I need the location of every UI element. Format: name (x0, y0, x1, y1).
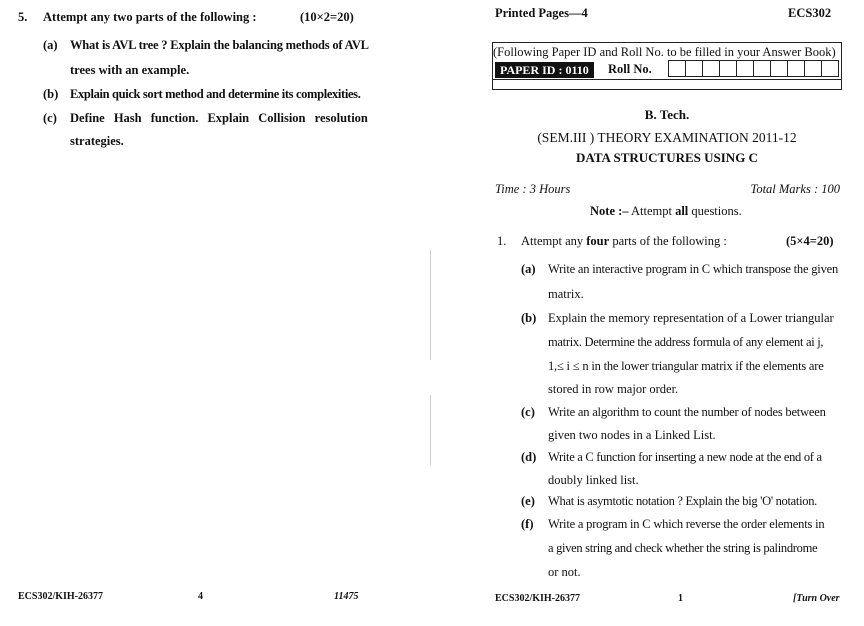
roll-no-label: Roll No. (608, 62, 652, 76)
part-label: (c) (43, 111, 57, 125)
part-line: given two nodes in a Linked List. (548, 428, 716, 442)
part-line: Write a program in C which reverse the order elements in (548, 517, 825, 531)
part-line: Explain the memory representation of a Lower triangular (548, 311, 834, 325)
question-text: Attempt any two parts of the following : (43, 10, 257, 24)
question-text: Attempt any four parts of the following : (521, 234, 727, 248)
paper-code: ECS302 (788, 6, 832, 20)
part-label: (e) (521, 494, 535, 508)
part-line: 1,≤ i ≤ n in the lower triangular matrix if the elements are (548, 359, 824, 373)
roll-no-cell (736, 60, 754, 77)
part-line: matrix. (548, 287, 584, 301)
total-marks: Total Marks : 100 (750, 182, 840, 196)
roll-no-cell (753, 60, 771, 77)
part-label: (b) (43, 87, 59, 101)
time: Time : 3 Hours (495, 182, 571, 196)
fold-line (430, 395, 431, 465)
part-label: (b) (521, 311, 537, 325)
part-line: Write an interactive program in C which transpose the given (548, 262, 839, 276)
roll-no-cell (787, 60, 805, 77)
roll-no-cell (770, 60, 788, 77)
part-label: (a) (43, 38, 58, 52)
degree: B. Tech. (644, 107, 690, 122)
box-note: (Following Paper ID and Roll No. to be filled in your Answer Book) (493, 45, 836, 59)
footer-code: ECS302/KIH-26377 (495, 593, 581, 604)
part-line: stored in row major order. (548, 382, 679, 396)
footer-page: 1 (678, 593, 683, 604)
part-label: (d) (521, 450, 537, 464)
part-line: Define Hash function. Explain Collision resolution (70, 111, 368, 125)
note: Note :– Attempt all questions. (590, 204, 742, 218)
part-line: Write an algorithm to count the number of nodes between (548, 405, 826, 419)
part-line: doubly linked list. (548, 473, 639, 487)
turn-over: [Turn Over (793, 593, 840, 604)
part-line: What is asymtotic notation ? Explain the big 'O' notation. (548, 494, 817, 508)
question-number: 5. (18, 10, 28, 24)
printed-pages: Printed Pages—4 (495, 6, 588, 20)
question-number: 1. (497, 234, 507, 248)
part-line: What is AVL tree ? Explain the balancing methods of AVL (70, 38, 369, 52)
part-line: Write a C function for inserting a new node at the end of a (548, 450, 822, 464)
question-marks: (10×2=20) (300, 10, 354, 24)
paper-id-box (492, 42, 842, 90)
question-marks: (5×4=20) (786, 234, 834, 248)
part-line: matrix. Determine the address formula of any element ai j, (548, 335, 824, 349)
part-line: a given string and check whether the string is palindrome (548, 541, 818, 555)
part-label: (f) (521, 517, 534, 531)
roll-no-cell (702, 60, 720, 77)
part-label: (a) (521, 262, 536, 276)
fold-line (430, 250, 431, 360)
part-line: strategies. (70, 134, 124, 148)
roll-no-cells (669, 60, 839, 77)
roll-no-cell (804, 60, 822, 77)
exam-title: (SEM.III ) THEORY EXAMINATION 2011-12 (537, 130, 797, 145)
footer-page: 4 (198, 591, 203, 602)
divider (493, 79, 841, 80)
subject: DATA STRUCTURES USING C (576, 150, 758, 165)
footer-code: ECS302/KIH-26377 (18, 591, 104, 602)
roll-no-cell (685, 60, 703, 77)
roll-no-cell (719, 60, 737, 77)
part-label: (c) (521, 405, 535, 419)
roll-no-cell (668, 60, 686, 77)
part-line: trees with an example. (70, 63, 190, 77)
footer-number: 11475 (334, 591, 359, 602)
part-line: Explain quick sort method and determine its complexities. (70, 87, 361, 101)
paper-id: PAPER ID : 0110 (495, 62, 594, 78)
roll-no-cell (821, 60, 839, 77)
part-line: or not. (548, 565, 581, 579)
